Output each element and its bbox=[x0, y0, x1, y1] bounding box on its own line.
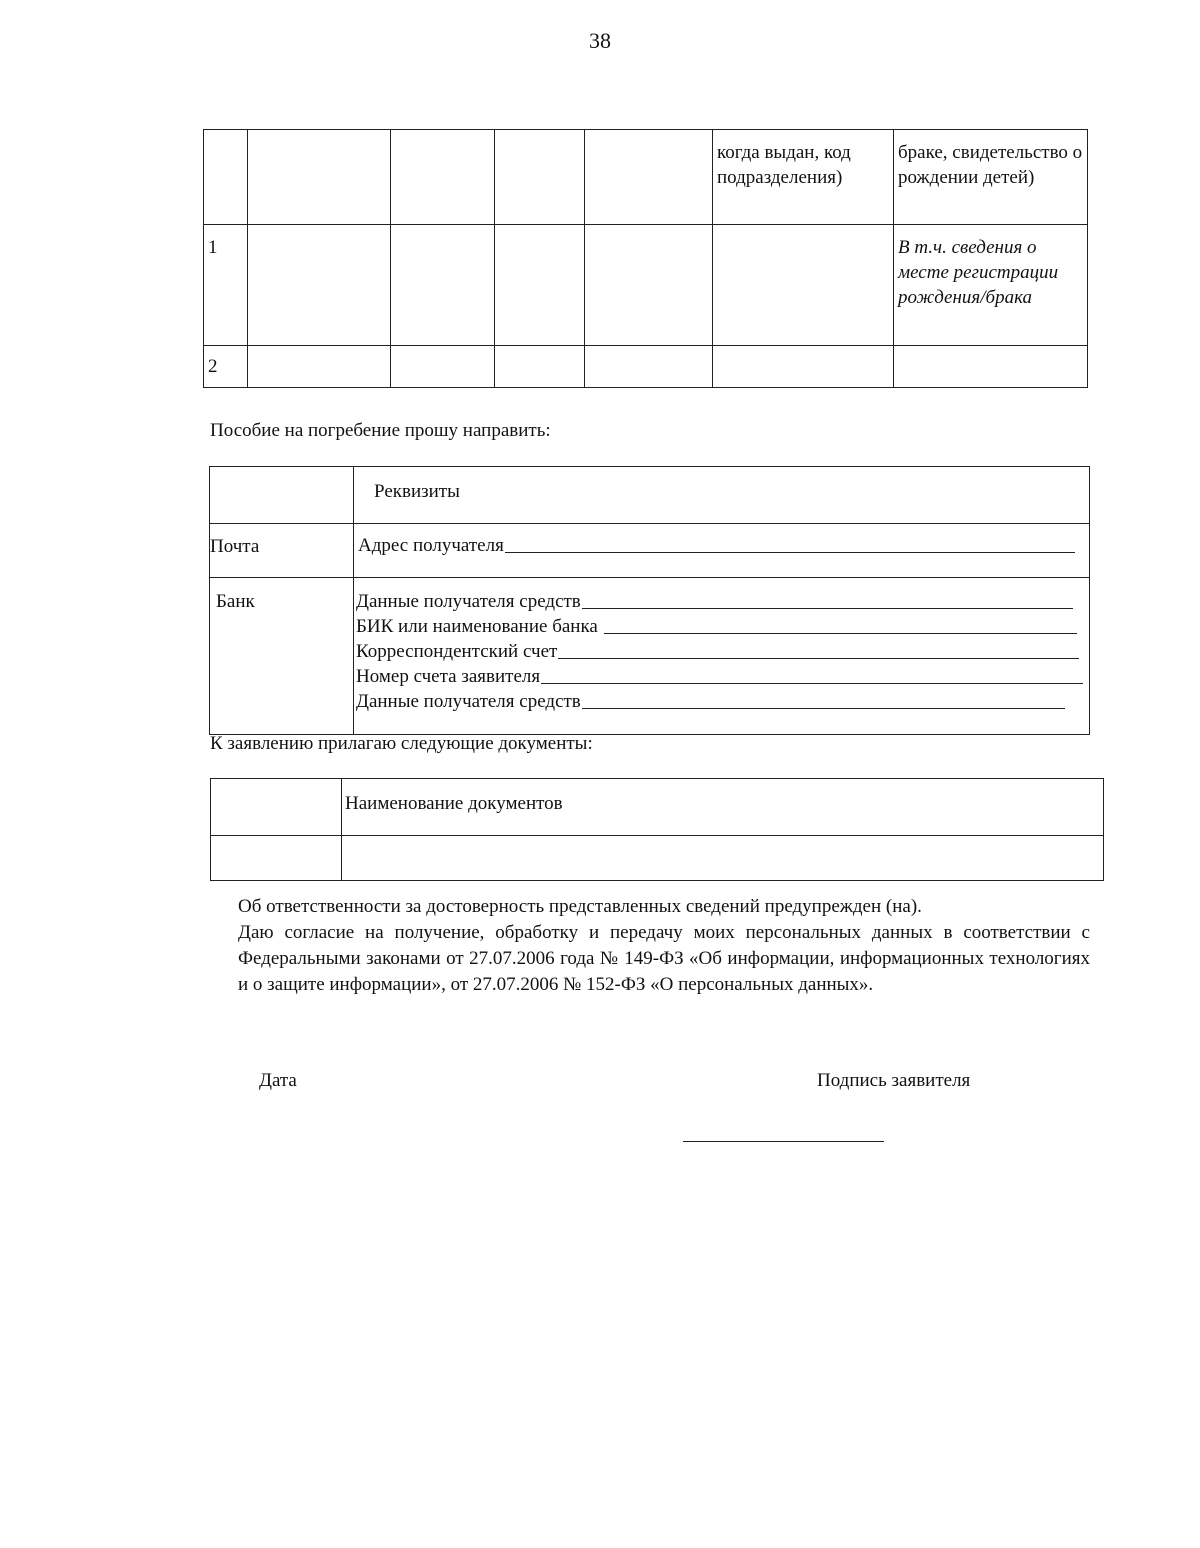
row-number: 2 bbox=[204, 346, 248, 388]
table-row bbox=[210, 578, 1090, 735]
table-row bbox=[204, 130, 1088, 225]
burial-label: Пособие на погребение прошу направить: bbox=[210, 420, 551, 441]
consent-paragraph: Даю согласие на получение, обработку и передачу моих персональных данных в соответствии с Федеральными законами от 27.07.2006 года № 149-ФЗ «Об информации, информационных технологиях и о защите информации», от 27.07.2006 № 152-ФЗ «О персональных данных». bbox=[238, 922, 1090, 995]
table-row bbox=[210, 524, 1090, 578]
table-row bbox=[210, 467, 1090, 524]
table-cell: когда выдан, код подразделения) bbox=[713, 130, 894, 225]
documents-table bbox=[210, 778, 1104, 881]
table-row bbox=[211, 779, 1104, 836]
table-cell: браке, свидетельство о рождении детей) bbox=[894, 130, 1088, 225]
table-row bbox=[204, 225, 1088, 346]
field-label: Данные получателя средств bbox=[356, 691, 581, 712]
table-row bbox=[204, 346, 1088, 388]
field-label: Данные получателя средств bbox=[356, 591, 581, 612]
field-label: Корреспондентский счет bbox=[356, 641, 558, 662]
signature-line[interactable] bbox=[683, 1141, 884, 1142]
table-cell[interactable] bbox=[894, 346, 1088, 388]
recipient-address-field[interactable] bbox=[358, 533, 1075, 558]
page-number: 38 bbox=[589, 28, 611, 53]
date-label: Дата bbox=[259, 1070, 297, 1091]
bank-method: Банк bbox=[210, 578, 354, 735]
bic-bank-name-field[interactable] bbox=[356, 614, 1077, 639]
field-label: БИК или наименование банка bbox=[356, 616, 598, 637]
recipient-data-field-2[interactable] bbox=[356, 689, 1065, 714]
row-number: 1 bbox=[204, 225, 248, 346]
payment-details-table bbox=[209, 466, 1090, 735]
mail-method: Почта bbox=[210, 524, 354, 578]
signature-label: Подпись заявителя bbox=[817, 1070, 971, 1091]
table-cell: В т.ч. сведения о месте регистрации рождения/брака bbox=[894, 225, 1088, 346]
documents-header: Наименование документов bbox=[342, 779, 1104, 836]
field-label: Номер счета заявителя bbox=[356, 666, 541, 687]
responsibility-line: Об ответственности за достоверность представленных сведений предупрежден (на). bbox=[238, 896, 922, 917]
table-row bbox=[211, 836, 1104, 881]
recipient-data-field[interactable] bbox=[356, 589, 1073, 614]
attach-label: К заявлению прилагаю следующие документы: bbox=[210, 733, 593, 754]
requisites-header: Реквизиты bbox=[354, 467, 1090, 524]
field-label: Адрес получателя bbox=[358, 535, 504, 556]
consent-notice bbox=[238, 894, 1090, 998]
correspondent-account-field[interactable] bbox=[356, 639, 1079, 664]
applicant-account-field[interactable] bbox=[356, 664, 1083, 689]
applicant-data-table bbox=[203, 129, 1088, 388]
